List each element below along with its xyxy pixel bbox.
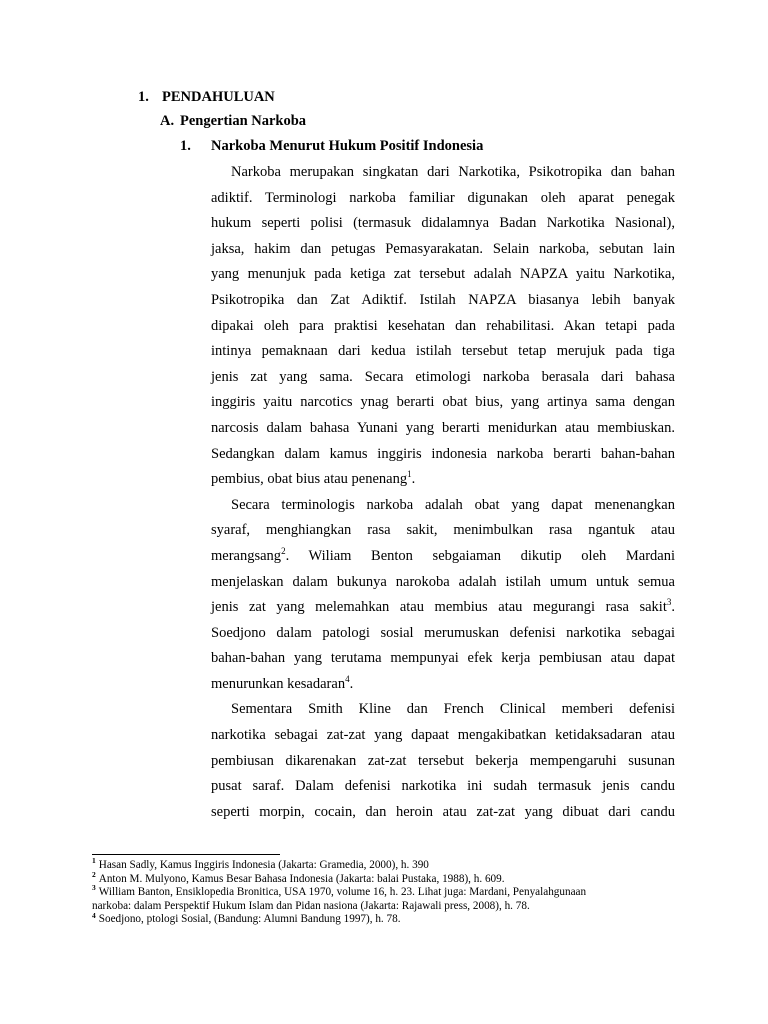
heading-section: [160, 112, 306, 130]
paragraph-line: jaksa, hakim dan petugas Pemasyarakatan. Selain narkoba, sebutan lain: [211, 240, 675, 257]
footnote-ref[interactable]: 3: [666, 597, 672, 608]
footnote-ref[interactable]: 4: [345, 674, 350, 685]
line-text: merangsang: [211, 547, 282, 564]
paragraph-line: narcosis dalam bahasa Yunani yang berarti menidurkan atau membiuskan.: [211, 419, 675, 436]
line-text: . Wiliam Benton sebgaiaman dikutip oleh Mardani: [285, 547, 675, 564]
footnote-mark: 3: [92, 883, 96, 893]
body-text: [211, 160, 675, 825]
paragraph-line: adiktif. Terminologi narkoba familiar digunakan oleh aparat penegak: [211, 189, 675, 206]
paragraph-line: Sementara Smith Kline dan French Clinical memberi defenisi: [231, 701, 675, 718]
paragraph-line: Psikotropika dan Zat Adiktif. Istilah NAPZA biasanya lebih banyak: [211, 291, 675, 308]
heading-subsection-number: 1.: [180, 138, 191, 154]
paragraph-line: pembiusan dikarenakan zat-zat tersebut bekerja mempengaruhi susunan: [211, 752, 675, 769]
paragraph-line: bahan-bahan yang terutama mempunyai efek kerja pembiusan atau dapat: [211, 650, 675, 667]
paragraph-line: jenis zat yang sama. Secara etimologi narkoba berasala dari bahasa: [211, 368, 675, 385]
heading-section-text: Pengertian Narkoba: [180, 113, 307, 129]
line-text: jenis zat yang melemahkan atau membius atau megurangi rasa sakit: [211, 599, 667, 616]
footnote-mark: 2: [92, 869, 96, 879]
heading-chapter-text: PENDAHULUAN: [162, 89, 275, 105]
line-text: pembius, obat bius atau penenang: [211, 471, 408, 488]
heading-chapter-number: 1.: [138, 89, 149, 105]
footnote-mark: 1: [92, 856, 96, 866]
paragraph-line: pembius, obat bius atau penenang$^1$.: [211, 469, 416, 488]
paragraph-line: syaraf, menghiangkan rasa sakit, menimbulkan rasa ngantuk atau: [211, 522, 675, 539]
paragraph-line: dipakai oleh para praktisi kesehatan dan rehabilitasi. Akan tetapi pada: [211, 317, 675, 334]
footnote-ref[interactable]: 1: [407, 469, 412, 480]
footnote-text: Soedjono, ptologi Sosial, (Bandung: Alumni Bandung 1997), h. 78.: [98, 913, 401, 926]
paragraph-line: pusat saraf. Dalam defenisi narkotika ini sudah termasuk jenis candu: [211, 778, 675, 795]
paragraph-line: Secara terminologis narkoba adalah obat yang dapat menenangkan: [231, 496, 675, 513]
footnote-text: narkoba: dalam Perspektif Hukum Islam dan Pidan nasiona (Jakarta: Rajawali press, 2008), h. 78.: [92, 899, 530, 912]
footnote-item: [92, 869, 692, 887]
paragraph-line: [211, 544, 675, 570]
paragraph-line: yang menunjuk pada ketiga zat tersebut adalah NAPZA yaitu Narkotika,: [211, 266, 675, 283]
line-text: menurunkan kesadaran: [211, 675, 346, 692]
footnote-item: [92, 900, 692, 914]
footnote-item: [92, 883, 692, 900]
footnote-ref[interactable]: 2: [281, 546, 286, 557]
paragraph-line: seperti morpin, cocain, dan heroin atau zat-zat yang dibuat dari candu: [211, 803, 675, 820]
footnote-item: [92, 856, 692, 873]
heading-subsection-text: Narkoba Menurut Hukum Positif Indonesia: [211, 138, 484, 154]
heading-section-number: A.: [160, 113, 175, 129]
footnotes: [92, 856, 692, 927]
footnote-text: Anton M. Mulyono, Kamus Besar Bahasa Indonesia (Jakarta: balai Pustaka, 1988), h. 609.: [98, 872, 505, 885]
footnote-text: Hasan Sadly, Kamus Inggiris Indonesia (Jakarta: Gramedia, 2000), h. 390: [98, 859, 429, 871]
paragraph-line: menjelaskan dalam bukunya narokoba adalah istilah umum untuk semua: [211, 573, 675, 590]
paragraph-line: hukum seperti polisi (termasuk didalamnya Badan Narkotika Nasional),: [211, 215, 675, 232]
paragraph-line: narkotika sebagai zat-zat yang dapaat mengakibatkan ketidaksadaran atau: [211, 727, 675, 744]
paragraph-line: menurunkan kesadaran$^4$.: [211, 674, 354, 692]
heading-subsection: [180, 137, 483, 155]
footnote-text: William Banton, Ensiklopedia Bronitica, USA 1970, volume 16, h. 23. Lihat juga: Mardani, Penyalahgunaan: [98, 886, 587, 899]
footnote-mark: 4: [92, 910, 96, 920]
paragraph-line: Narkoba merupakan singkatan dari Narkotika, Psikotropika dan bahan: [231, 164, 675, 180]
paragraph-line: inggiris yaitu narcotics ynag berarti obat bius, yang artinya sama dengan: [211, 394, 675, 411]
footnote-item: [92, 910, 692, 927]
paragraph-line: Soedjono dalam patologi sosial merumuskan defenisi narkotika sebagai: [211, 624, 675, 641]
paragraph-line: Sedangkan dalam kamus inggiris indonesia narkoba berarti bahan-bahan: [211, 445, 675, 462]
paragraph-line: intinya pemaknaan dari kedua istilah tersebut tetap merujuk pada tiga: [211, 343, 675, 360]
footnote-separator: [92, 854, 280, 855]
heading-chapter: [138, 88, 275, 106]
paragraph-line: jenis zat yang melemahkan atau membius atau megurangi rasa sakit$^3$.: [211, 597, 675, 616]
